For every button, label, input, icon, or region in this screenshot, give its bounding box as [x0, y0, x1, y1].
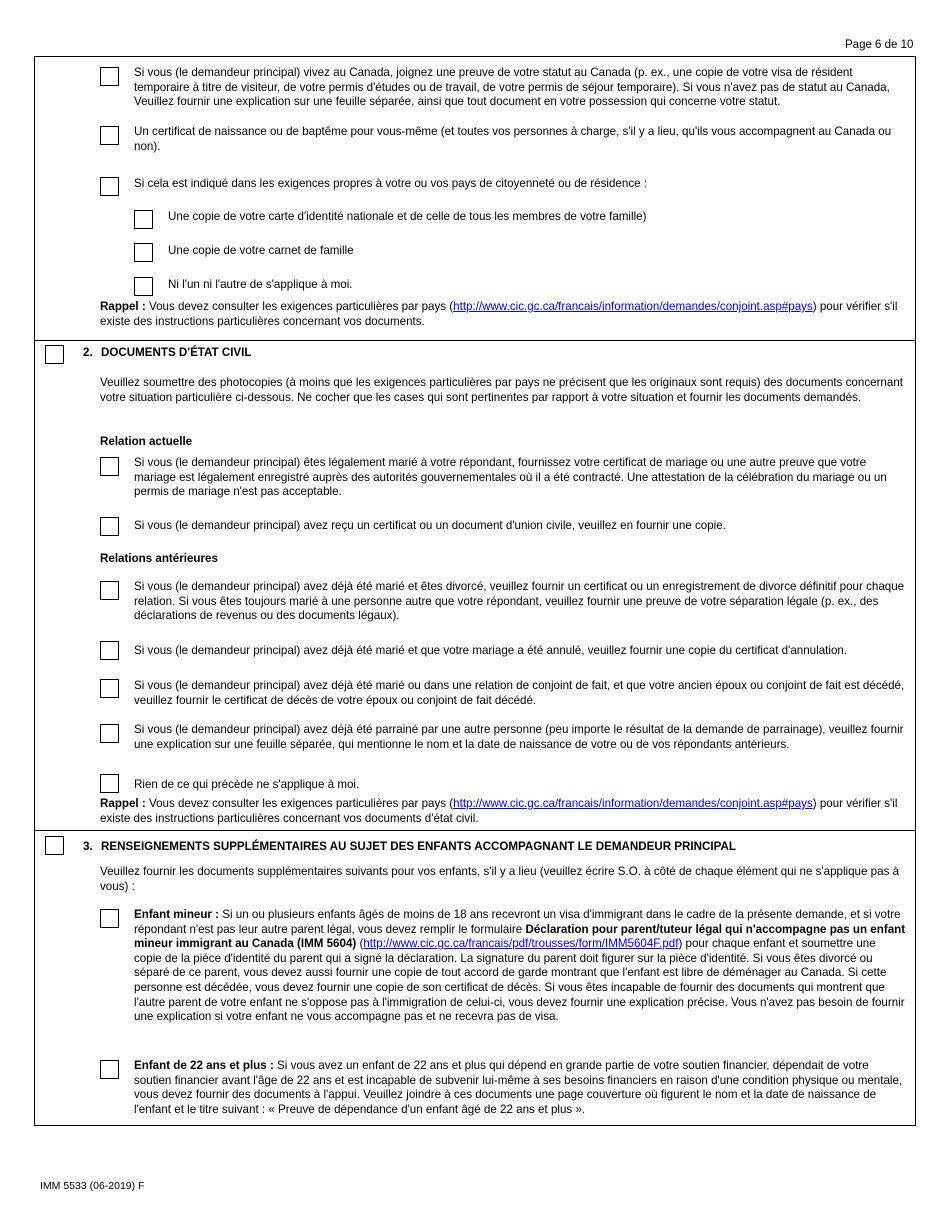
- family-book-text: Une copie de votre carnet de famille: [168, 244, 354, 257]
- annulment-checkbox[interactable]: [100, 641, 119, 660]
- section-2-number: 2.: [83, 346, 93, 359]
- status-proof-text: Si vous (le demandeur principal) vivez au Canada, joignez une preuve de votre statut au Canada (p. ex., une copie de votre visa de résident temporaire à titre de visiteur, de votre permis d'études ou de travail, de votre permis de séjour temporaire). Si vous n'avez pas de statut au Canada, Veuillez fournir une explication sur une feuille séparée, ainsi que tout document en votre possession qui concerne votre statut.: [134, 66, 890, 109]
- section-3-number: 3.: [83, 840, 93, 853]
- none-applies-text: Rien de ce qui précède ne s'applique à moi.: [134, 778, 360, 791]
- reminder-text-end: ) pour vérifier s'il existe des instructions particulières concernant vos documents.: [100, 300, 898, 328]
- form-code: IMM 5533 (06-2019) F: [40, 1180, 145, 1192]
- section-2-title: DOCUMENTS D'ÉTAT CIVIL: [101, 346, 252, 359]
- reminder-label: Rappel :: [100, 300, 146, 313]
- reminder-text: Vous devez consulter les exigences particulières par pays (: [145, 300, 454, 313]
- imm5604-link[interactable]: http://www.cic.gc.ca/francais/pdf/trousses/form/IMM5604F.pdf: [363, 937, 679, 951]
- reminder-text-end: ) pour vérifier s'il existe des instructions particulières concernant vos documents d'état civil.: [100, 797, 898, 825]
- birth-certificate-text: Un certificat de naissance ou de baptême pour vous-même (et toutes vos personnes à charge, s'il y a lieu, qu'ils vous accompagnent au Canada ou non).: [134, 125, 892, 153]
- reminder-section2: [100, 797, 908, 826]
- divorce-text: Si vous (le demandeur principal) avez déjà été marié et êtes divorcé, veuillez fournir un certificat ou un enregistrement de divorce définitif pour chaque relation. Si vous êtes toujours marié à une personne autre que votre répondant, veuillez fournir une preuve de votre séparation légale (p. ex., des déclarations de revenus ou des documents légaux).: [134, 580, 905, 623]
- country-requirements-link[interactable]: http://www.cic.gc.ca/francais/information/demandes/conjoint.asp#pays: [453, 300, 813, 313]
- previous-relationships-heading: Relations antérieures: [100, 552, 218, 565]
- current-relationship-heading: Relation actuelle: [100, 435, 193, 448]
- adult-child-checkbox[interactable]: [100, 1060, 119, 1079]
- neither-applies-checkbox[interactable]: [134, 277, 153, 296]
- reminder-label: Rappel :: [100, 797, 146, 810]
- country-requirements-text: Si cela est indiqué dans les exigences propres à votre ou vos pays de citoyenneté ou de résidence :: [134, 177, 648, 190]
- divorce-checkbox[interactable]: [100, 581, 119, 600]
- previous-sponsorship-text: Si vous (le demandeur principal) avez déjà été parrainé par une autre personne (peu importe le résultat de la demande de parrainage), veuillez fournir une explication sur une feuille séparée, qui mentionne le nom et la date de naissance de votre ou de vos répondants antérieurs.: [134, 723, 904, 751]
- previous-sponsorship-checkbox[interactable]: [100, 724, 119, 743]
- page-number: Page 6 de 10: [845, 39, 914, 51]
- marriage-certificate-checkbox[interactable]: [100, 457, 119, 476]
- section-divider: [34, 830, 916, 831]
- neither-applies-text: Ni l'un ni l'autre de s'applique à moi.: [168, 278, 353, 291]
- minor-child-text: [134, 908, 906, 1025]
- adult-child-label: Enfant de 22 ans et plus :: [134, 1059, 274, 1072]
- national-id-text: Une copie de votre carte d'identité nationale et de celle de tous les membres de votre famille): [168, 210, 647, 223]
- country-requirements-link[interactable]: http://www.cic.gc.ca/francais/information/demandes/conjoint.asp#pays: [453, 797, 813, 810]
- family-book-checkbox[interactable]: [134, 243, 153, 262]
- adult-child-text: [134, 1059, 906, 1117]
- minor-child-label: Enfant mineur :: [134, 908, 220, 921]
- reminder-text: Vous devez consulter les exigences particulières par pays (: [145, 797, 454, 810]
- civil-union-checkbox[interactable]: [100, 517, 119, 536]
- status-proof-checkbox[interactable]: [100, 67, 119, 86]
- none-applies-checkbox[interactable]: [100, 774, 119, 793]
- section-2-intro: Veuillez soumettre des photocopies (à moins que les exigences particulières par pays ne précisent que les originaux sont requis) des documents concernant votre situation particulière ci-dessous. Ne cocher que les cases qui sont pertinentes par rapport à votre situation et fournir les documents demandés.: [100, 376, 903, 404]
- adult-child-body: Si vous avez un enfant de 22 ans et plus qui dépend en grande partie de votre soutien financier, dépendait de votre soutien financier avant l'âge de 22 ans et est incapable de subvenir lui-même à ses besoins financiers en raison d'une condition physique ou mentale, vous devez fournir des documents à l'appui. Veuillez joindre à ces documents une page couverture où figurent le nom et la date de naissance de l'enfant et le titre suivant : « Preuve de dépendance d'un enfant âgé de 22 ans et plus ».: [134, 1059, 903, 1116]
- minor-child-checkbox[interactable]: [100, 909, 119, 928]
- imm5604-form-name: Déclaration pour parent/tuteur légal qui n'accompagne pas un enfant mineur immigrant au Canada (IMM 5604): [134, 922, 906, 951]
- national-id-checkbox[interactable]: [134, 210, 153, 229]
- birth-certificate-checkbox[interactable]: [100, 126, 119, 145]
- link-open: (: [356, 937, 364, 951]
- death-certificate-text: Si vous (le demandeur principal) avez déjà été marié ou dans une relation de conjoint de fait, et que votre ancien époux ou conjoint de fait est décédé, veuillez fournir le certificat de décès de votre époux ou conjoint de fait décédé.: [134, 679, 905, 707]
- section-divider: [34, 340, 916, 341]
- reminder-section1: [100, 300, 908, 329]
- minor-child-body: Si un ou plusieurs enfants âgés de moins de 18 ans recevront un visa d'immigrant dans le cadre de la présente demande, et si votre répondant n'est pas leur autre parent légal, vous devez remplir le formulaire: [134, 908, 901, 936]
- civil-union-text: Si vous (le demandeur principal) avez reçu un certificat ou un document d'union civile, veuillez en fournir une copie.: [134, 519, 726, 532]
- section-3-title: RENSEIGNEMENTS SUPPLÉMENTAIRES AU SUJET DES ENFANTS ACCOMPAGNANT LE DEMANDEUR PRINCIPAL: [101, 840, 736, 853]
- death-certificate-checkbox[interactable]: [100, 679, 119, 698]
- section-3-intro: Veuillez fournir les documents supplémentaires suivants pour vos enfants, s'il y a lieu (veuillez écrire S.O. à côté de chaque élément qui ne s'applique pas à vous) :: [100, 865, 900, 893]
- country-requirements-checkbox[interactable]: [100, 177, 119, 196]
- section-3-checkbox[interactable]: [45, 836, 64, 855]
- section-2-checkbox[interactable]: [45, 345, 64, 364]
- marriage-certificate-text: Si vous (le demandeur principal) êtes légalement marié à votre répondant, fournissez votre certificat de mariage ou une autre preuve que votre mariage est légalement enregistré auprès des autorités gouvernementales où il a été contracté. Une attestation de la célébration du mariage ou un permis de mariage n'est pas acceptable.: [134, 456, 887, 499]
- annulment-text: Si vous (le demandeur principal) avez déjà été marié et que votre mariage a été annulé, veuillez fournir une copie du certificat d'annulation.: [134, 644, 848, 657]
- minor-child-body-end: ) pour chaque enfant et soumettre une copie de la pièce d'identité du parent qui a signé la déclaration. La signature du parent doit figurer sur la pièce d'identité. Si vous êtes divorcé ou séparé de ce parent, vous devez aussi fournir une copie de tout accord de garde montrant que l'enfant est libre de déménager au Canada. Si cette personne est décédée, vous devez fournir une copie de son certificat de décès. Si vous êtes incapable de fournir des documents qui montrent que l'autre parent de votre enfant ne s'oppose pas à l'immigration de celui-ci, vous devez fournir une explication précise. Vous n'avez pas besoin de fournir une explication si votre enfant ne vous accompagne pas et ne recevra pas de visa.: [134, 937, 905, 1024]
